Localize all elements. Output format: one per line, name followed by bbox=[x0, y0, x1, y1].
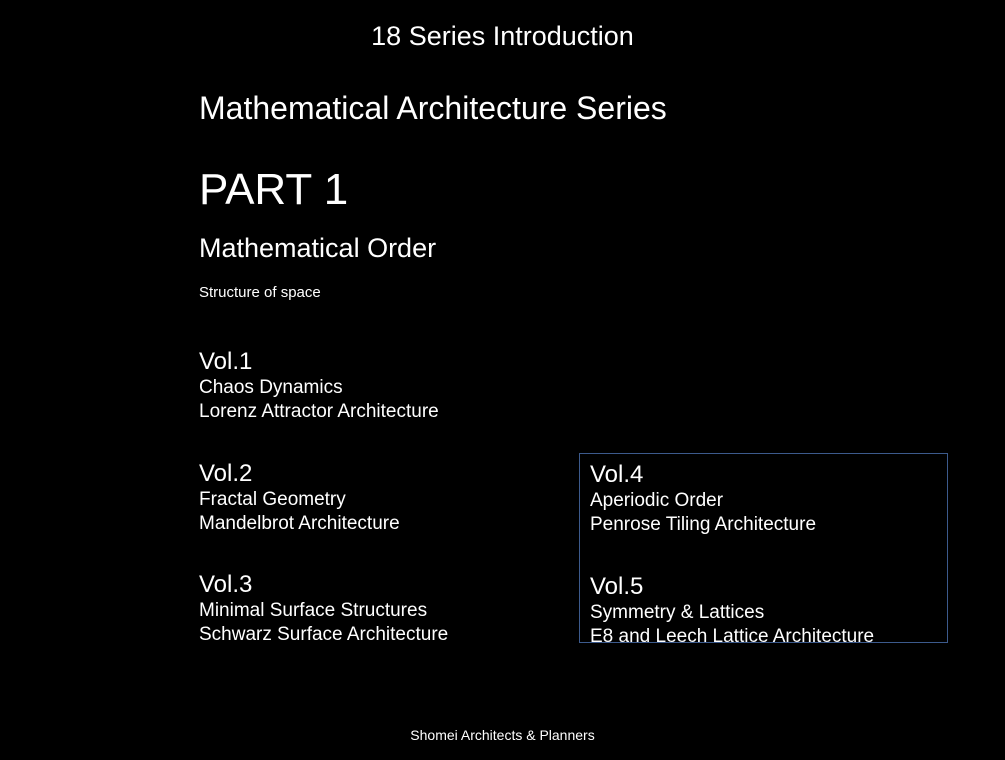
footer-credit: Shomei Architects & Planners bbox=[410, 727, 595, 743]
volume-number: Vol.4 bbox=[590, 461, 644, 488]
volume-number: Vol.2 bbox=[199, 460, 253, 487]
volume-topic: Chaos Dynamics bbox=[199, 377, 343, 398]
volume-entry-3 bbox=[199, 571, 448, 647]
volume-entry-5 bbox=[590, 573, 874, 649]
volume-architecture: Penrose Tiling Architecture bbox=[590, 514, 817, 535]
volume-entry-1 bbox=[199, 348, 439, 424]
volume-entry-4 bbox=[590, 461, 816, 537]
volume-topic: Symmetry & Lattices bbox=[590, 602, 765, 623]
page-title: 18 Series Introduction bbox=[371, 21, 634, 51]
volume-number: Vol.5 bbox=[590, 573, 644, 600]
volume-topic: Aperiodic Order bbox=[590, 490, 724, 511]
part-subtitle: Structure of space bbox=[199, 284, 321, 301]
volume-architecture: Schwarz Surface Architecture bbox=[199, 624, 449, 645]
volume-topic: Fractal Geometry bbox=[199, 489, 346, 510]
volume-architecture: E8 and Leech Lattice Architecture bbox=[590, 626, 875, 647]
part-title: Mathematical Order bbox=[199, 233, 437, 263]
part-label: PART 1 bbox=[199, 165, 349, 214]
volume-number: Vol.1 bbox=[199, 348, 253, 375]
volume-entry-2 bbox=[199, 460, 400, 536]
volume-topic: Minimal Surface Structures bbox=[199, 600, 428, 621]
volume-architecture: Mandelbrot Architecture bbox=[199, 513, 400, 534]
volume-architecture: Lorenz Attractor Architecture bbox=[199, 401, 439, 422]
volume-number: Vol.3 bbox=[199, 571, 253, 598]
series-title: Mathematical Architecture Series bbox=[199, 90, 667, 126]
